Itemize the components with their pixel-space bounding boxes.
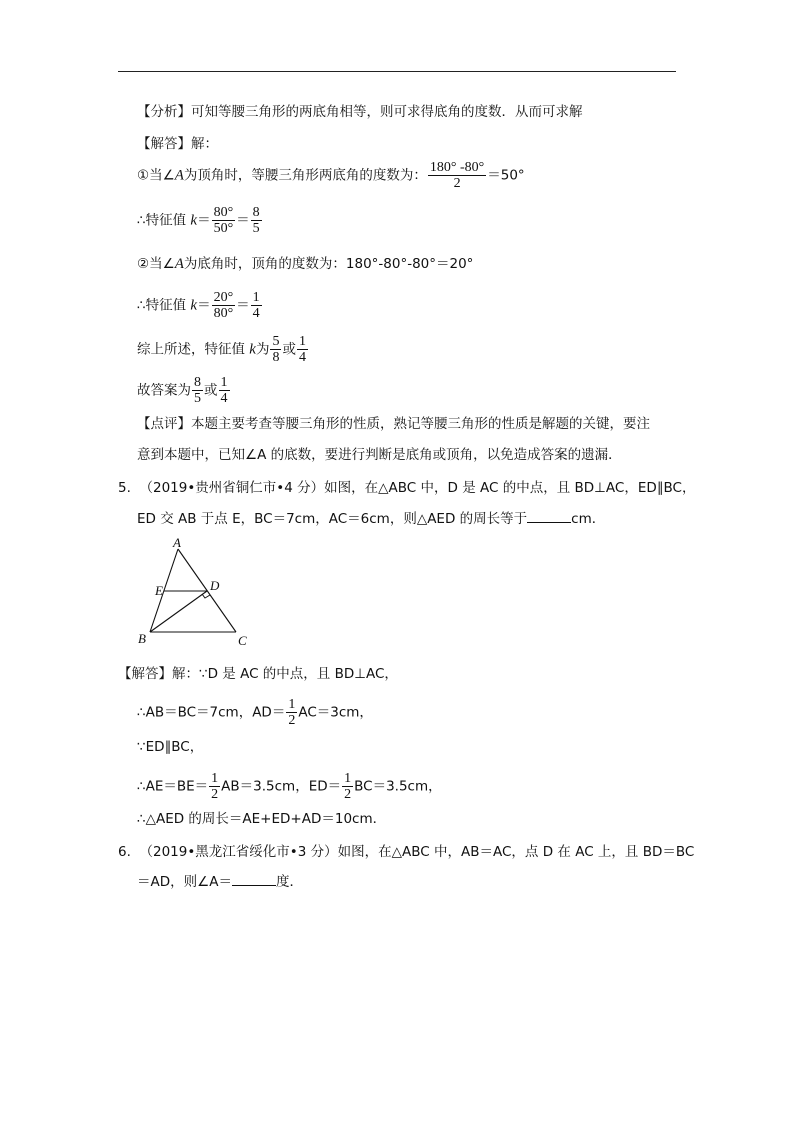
numerator: 20°: [213, 290, 234, 305]
label-a: A: [173, 535, 181, 550]
q6-line2: [137, 873, 303, 891]
denominator: 50°: [213, 221, 234, 236]
comment-tag: 【点评】: [137, 416, 191, 432]
q5-line2: [137, 510, 605, 528]
q5-sol-text4a: ∴AE＝BE＝: [137, 778, 209, 795]
case2-k-prefix: ∴特征值: [137, 297, 191, 314]
denominator: 4: [220, 391, 228, 406]
numerator: 8: [252, 205, 260, 220]
case2-line: [137, 255, 473, 273]
q5-text2a: ED 交 AB 于点 E，BC＝7cm，AC＝6cm，则△AED 的周长等于: [137, 511, 528, 527]
denominator: 8: [272, 350, 280, 365]
numerator: 1: [252, 290, 260, 305]
case1-numerator: 180° -80°: [429, 160, 485, 175]
analysis-line: [137, 103, 583, 121]
q5-sol-text4c: BC＝3.5cm，: [354, 778, 442, 795]
q6-text2a: ＝AD，则∠A＝: [137, 874, 232, 890]
summary-or: 或: [282, 341, 296, 358]
q5-sol-text1: 【解答】解：∵D 是 AC 的中点，且 BD⊥AC，: [118, 666, 398, 682]
numerator: 1: [211, 771, 219, 786]
q6-text1: （2019•黑龙江省绥化市•3 分）如图，在△ABC 中，AB＝AC，点 D 在 AC 上，且 BD＝BC: [139, 844, 695, 860]
q5-sol-line5: [137, 810, 386, 828]
denominator: 5: [194, 391, 201, 406]
denominator: 4: [298, 350, 306, 365]
numerator: 5: [272, 334, 280, 349]
answer-blank: [232, 873, 276, 886]
numerator: 1: [298, 334, 306, 349]
q5-sol-text2b: AC＝3cm，: [298, 704, 373, 721]
comment-line1: [137, 415, 650, 433]
solution-text: 解：: [191, 136, 218, 152]
case1-k-prefix: ∴特征值: [137, 212, 191, 229]
summary-fraction2: [297, 334, 308, 365]
q5-text1: （2019•贵州省铜仁市•4 分）如图，在△ABC 中，D 是 AC 的中点，且 BD⊥AC，ED∥BC，: [139, 480, 696, 496]
label-b: B: [138, 631, 146, 646]
answer-fraction1: [192, 375, 203, 406]
case2-var: A: [174, 256, 184, 272]
case2-prefix: ②当∠: [137, 256, 175, 272]
half-fraction: [286, 697, 297, 728]
case1-result: ＝50°: [487, 167, 525, 184]
solution-intro: [137, 135, 218, 153]
denominator: 2: [344, 787, 352, 802]
case2-k-var: k: [190, 297, 198, 314]
numerator: 1: [288, 697, 296, 712]
q5-sol-text2a: ∴AB＝BC＝7cm，AD＝: [137, 704, 286, 721]
denominator: 2: [288, 713, 296, 728]
label-c: C: [238, 633, 247, 648]
q5-number: 5.: [118, 480, 131, 496]
analysis-text: 可知等腰三角形的两底角相等，则可求得底角的度数．从而可求解: [191, 104, 583, 120]
comment-line2: [137, 446, 622, 464]
case1-text: 为顶角时，等腰三角形两底角的度数为：: [183, 167, 427, 184]
numerator: 1: [220, 375, 228, 390]
case1-k-var: k: [190, 212, 198, 229]
case2-k-fraction2: [251, 290, 262, 321]
answer-or: 或: [204, 382, 218, 399]
label-d: D: [210, 578, 220, 593]
denominator: 4: [252, 306, 260, 321]
case1-line: [137, 160, 525, 191]
denominator: 80°: [213, 306, 234, 321]
equals-sign: ＝: [236, 297, 250, 314]
q5-sol-text5: ∴△AED 的周长＝AE+ED+AD＝10cm．: [137, 811, 387, 827]
header-rule: [118, 71, 676, 72]
case2-text: 为底角时，顶角的度数为：180°-80°-80°＝20°: [183, 256, 474, 272]
case1-denominator: 2: [453, 176, 461, 191]
case2-k-line: [137, 290, 263, 321]
summary-line: [137, 334, 309, 365]
label-e: E: [155, 583, 163, 598]
denominator: 2: [211, 787, 219, 802]
q5-sol-line1: [118, 665, 398, 683]
numerator: 80°: [213, 205, 234, 220]
summary-fraction1: [270, 334, 281, 365]
triangle-figure: [130, 535, 260, 650]
analysis-tag: 【分析】: [137, 104, 191, 120]
right-angle-mark: [202, 594, 210, 598]
q5-sol-line2: [137, 697, 373, 728]
q5-line1: [118, 479, 695, 497]
q5-sol-line4: [137, 771, 442, 802]
answer-text: 故答案为: [137, 382, 191, 399]
equals-sign: ＝: [197, 297, 211, 314]
equals-sign: ＝: [197, 212, 211, 229]
q5-sol-line3: [137, 738, 203, 756]
solution-tag: 【解答】: [137, 136, 191, 152]
q6-text2b: 度．: [275, 874, 303, 890]
q6-line1: [118, 843, 694, 861]
case1-fraction: [428, 160, 486, 191]
q5-sol-text3: ∵ED∥BC，: [137, 739, 204, 755]
answer-blank: [527, 510, 571, 523]
answer-fraction2: [219, 375, 230, 406]
case1-var: A: [174, 167, 184, 184]
case2-k-fraction1: [212, 290, 236, 321]
numerator: 1: [344, 771, 352, 786]
case1-k-fraction2: [251, 205, 262, 236]
q5-text2b: cm．: [571, 511, 606, 527]
comment-text2: 意到本题中，已知∠A 的底数，要进行判断是底角或顶角，以免造成答案的遗漏．: [137, 447, 622, 463]
summary-text2: 为: [255, 341, 270, 358]
half-fraction: [342, 771, 353, 802]
case1-k-fraction1: [212, 205, 236, 236]
case1-k-line: [137, 205, 263, 236]
equals-sign: ＝: [236, 212, 250, 229]
answer-line: [137, 375, 231, 406]
numerator: 8: [194, 375, 201, 390]
half-fraction: [209, 771, 220, 802]
summary-var: k: [249, 341, 256, 358]
comment-text1: 本题主要考查等腰三角形的性质，熟记等腰三角形的性质是解题的关键，要注: [191, 416, 650, 432]
case1-prefix: ①当∠: [137, 167, 175, 184]
denominator: 5: [252, 221, 260, 236]
summary-text: 综上所述，特征值: [137, 341, 250, 358]
q6-number: 6.: [118, 844, 131, 860]
q5-sol-text4b: AB＝3.5cm，ED＝: [221, 778, 342, 795]
